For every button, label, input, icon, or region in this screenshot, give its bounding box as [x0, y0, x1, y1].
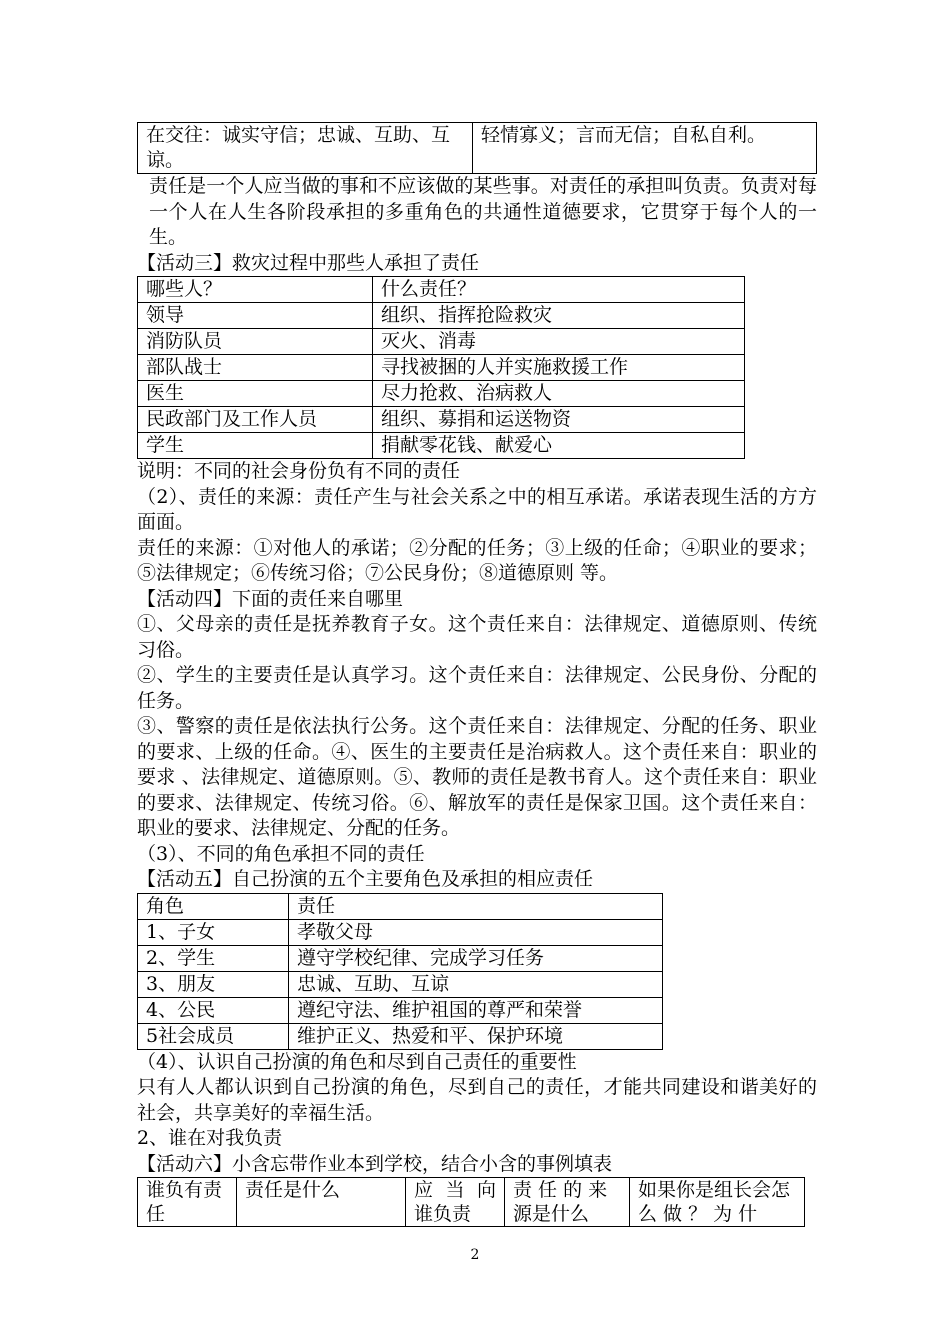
table-cell: 忠诚、互助、互谅 [289, 971, 663, 997]
activity6-table [137, 1177, 805, 1227]
section4-heading: （4）、认识自己扮演的角色和尽到自己责任的重要性 [137, 1050, 577, 1073]
table-cell: 寻找被捆的人并实施救援工作 [373, 355, 745, 381]
table-cell: 在交往：诚实守信；忠诚、互助、互谅。 [138, 123, 473, 174]
table-cell: 2、学生 [138, 945, 289, 971]
section3-heading: （3）、不同的角色承担不同的责任 [137, 842, 425, 865]
table-header-cell: 如果你是组长会怎 么 做 ？ 为 什 [630, 1178, 805, 1227]
table-cell: 1、子女 [138, 919, 289, 945]
table-row [138, 355, 745, 381]
table-header-row [138, 893, 663, 919]
table-cell: 孝敬父母 [289, 919, 663, 945]
table-header-cell: 应 当 向 谁负责 [406, 1178, 505, 1227]
table-cell: 遵纪守法、维护祖国的尊严和荣誉 [289, 997, 663, 1023]
table-row [138, 433, 745, 459]
table-cell: 3、朋友 [138, 971, 289, 997]
table-cell: 灭火、消毒 [373, 329, 745, 355]
table-row [138, 997, 663, 1023]
table-row [138, 329, 745, 355]
table-row [138, 381, 745, 407]
table-row [138, 971, 663, 997]
table-cell: 组织、募捐和运送物资 [373, 407, 745, 433]
table-header-cell: 角色 [138, 893, 289, 919]
table-cell: 遵守学校纪律、完成学习任务 [289, 945, 663, 971]
table-row [138, 407, 745, 433]
table-cell: 5社会成员 [138, 1023, 289, 1049]
activity4-item: ①、父母亲的责任是抚养教育子女。这个责任来自：法律规定、道德原则、传统习俗。 [137, 613, 817, 661]
table-header-cell: 责 任 的 来 源是什么 [505, 1178, 630, 1227]
activity4-title: 【活动四】下面的责任来自哪里 [137, 587, 404, 610]
table-cell: 领导 [138, 303, 373, 329]
table-header-row [138, 1178, 805, 1227]
activity3-title: 【活动三】救灾过程中那些人承担了责任 [137, 251, 480, 274]
table-row [138, 123, 817, 174]
heading-2: 2、谁在对我负责 [137, 1127, 283, 1149]
activity3-table [137, 276, 745, 459]
table-row [138, 919, 663, 945]
table-header-cell: 哪些人？ [138, 277, 373, 303]
table-cell: 维护正义、热爱和平、保护环境 [289, 1023, 663, 1049]
paragraph-responsibility-definition: 责任是一个人应当做的事和不应该做的某些事。对责任的承担叫负责。负责对每一个人在人生各阶段承担的多重角色的共通性道德要求，它贯穿于每个人的一生。 [149, 175, 817, 248]
table-header-cell: 谁负有责任 [138, 1178, 237, 1227]
activity6-title: 【活动六】小含忘带作业本到学校，结合小含的事例填表 [137, 1152, 613, 1175]
activity5-title: 【活动五】自己扮演的五个主要角色及承担的相应责任 [137, 868, 594, 890]
section4-body: 只有人人都认识到自己扮演的角色，尽到自己的责任，才能共同建设和谐美好的社会，共享美好的幸福生活。 [137, 1076, 817, 1124]
table-row [138, 1023, 663, 1049]
page-number: 2 [470, 1247, 480, 1263]
table-cell: 部队战士 [138, 355, 373, 381]
table-cell: 学生 [138, 433, 373, 459]
page-content [137, 122, 817, 1227]
table-header-row [138, 277, 745, 303]
table-cell: 轻情寡义；言而无信；自私自利。 [473, 123, 817, 174]
table-cell: 4、公民 [138, 997, 289, 1023]
table-cell: 民政部门及工作人员 [138, 407, 373, 433]
activity4-item: ③、警察的责任是依法执行公务。这个责任来自：法律规定、分配的任务、职业的要求、上级的任命。④、医生的主要责任是治病救人。这个责任来自：职业的要求 、法律规定、道德原则。⑤、教师的责任是教书育人。这个责任来自：职业的要求、法律规定、传统习俗。⑥、解放军的责任是保家卫国。这个责任来自：职业的要求、法律规定、分配的任务。 [137, 715, 817, 839]
table-cell: 捐献零花钱、献爱心 [373, 433, 745, 459]
source-title: （2）、责任的来源：责任产生与社会关系之中的相互承诺。承诺表现生活的方方面面。 [137, 485, 817, 533]
behavior-comparison-table [137, 122, 817, 174]
note-text: 说明：不同的社会身份负有不同的责任 [137, 460, 461, 482]
table-cell: 消防队员 [138, 329, 373, 355]
table-header-cell: 责任 [289, 893, 663, 919]
table-cell: 尽力抢救、治病救人 [373, 381, 745, 407]
table-header-cell: 什么责任？ [373, 277, 745, 303]
table-row [138, 945, 663, 971]
activity4-item: ②、学生的主要责任是认真学习。这个责任来自：法律规定、公民身份、分配的任务。 [137, 664, 817, 712]
activity5-table [137, 893, 663, 1050]
table-row [138, 303, 745, 329]
table-cell: 组织、指挥抢险救灾 [373, 303, 745, 329]
table-header-cell: 责任是什么 [237, 1178, 406, 1227]
table-cell: 医生 [138, 381, 373, 407]
source-list: 责任的来源：①对他人的承诺；②分配的任务；③上级的任命；④职业的要求；⑤法律规定；⑥传统习俗；⑦公民身份；⑧道德原则 等。 [137, 536, 817, 584]
